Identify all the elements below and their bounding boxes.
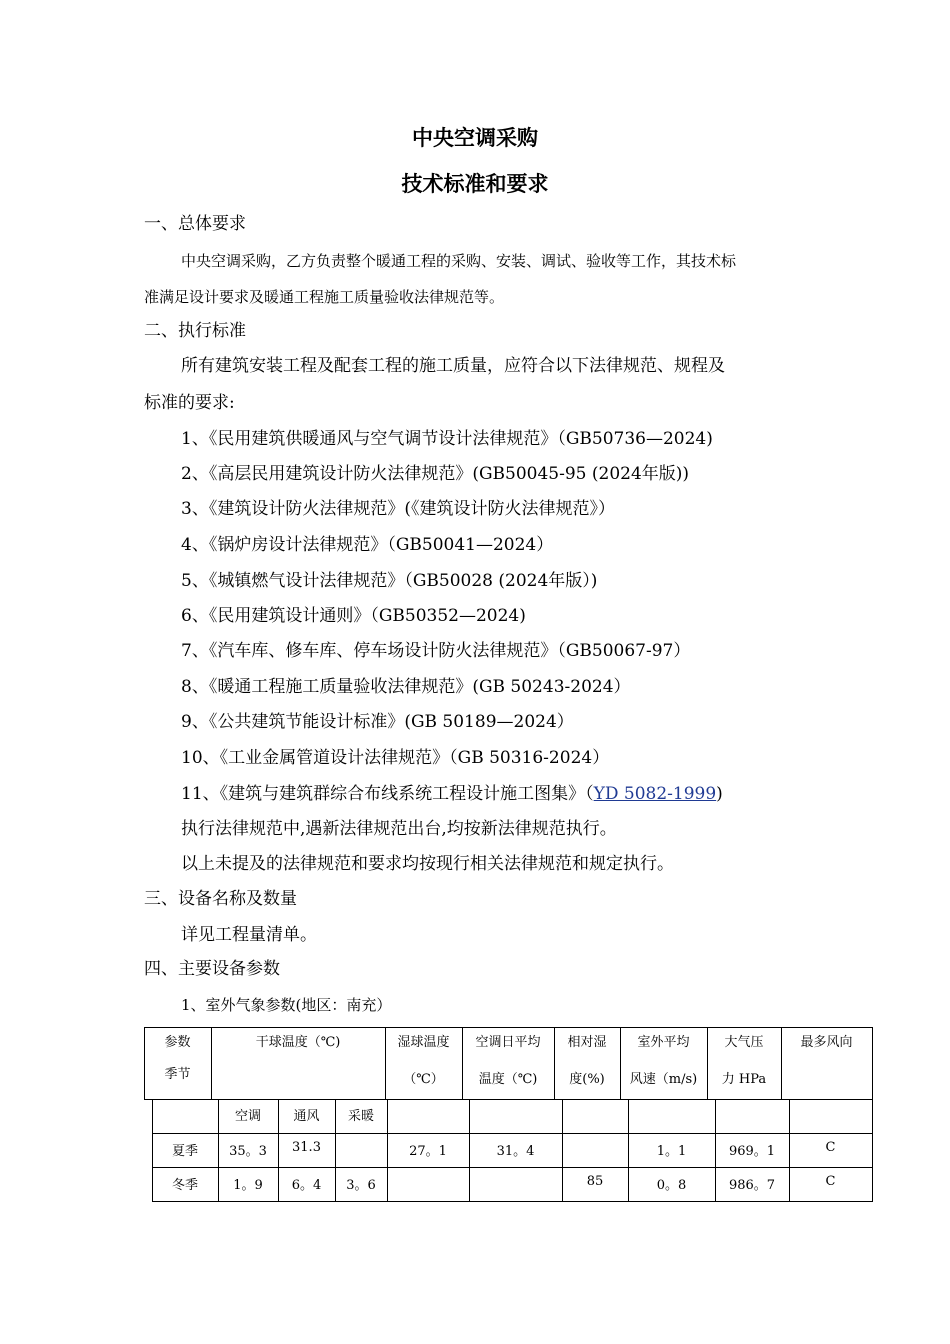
paragraph-line: 详见工程量清单。 bbox=[181, 925, 317, 945]
header-season: 季节 bbox=[164, 1067, 191, 1082]
subsection-heading: 1、室外气象参数(地区：南充） bbox=[181, 996, 392, 1014]
header-wind-speed: 风速（m/s) bbox=[629, 1072, 698, 1087]
section-heading-1: 一、总体要求 bbox=[144, 214, 246, 234]
standard-item: 8、《暖通工程施工质量验收法律规范》(GB 50243-2024） bbox=[181, 677, 631, 697]
header-humidity: 度(%) bbox=[569, 1072, 605, 1087]
header-pressure: 力 HPa bbox=[721, 1072, 767, 1087]
standard-item: 3、《建筑设计防火法律规范》(《建筑设计防火法律规范》） bbox=[181, 499, 615, 519]
table-cell: 85 bbox=[586, 1174, 604, 1189]
table-cell: 986。7 bbox=[728, 1178, 776, 1193]
standard-item: 6、《民用建筑设计通则》（GB50352—2024) bbox=[181, 606, 526, 626]
table-cell: C bbox=[825, 1174, 836, 1189]
table-cell: C bbox=[825, 1140, 836, 1155]
table-border bbox=[872, 1027, 873, 1201]
table-border bbox=[144, 1027, 873, 1028]
standard-item: 9、《公共建筑节能设计标准》(GB 50189—2024） bbox=[181, 712, 574, 732]
standard-link[interactable]: YD 5082-1999 bbox=[593, 784, 717, 804]
standard-item-text: ) bbox=[716, 784, 723, 804]
subheader-vent: 通风 bbox=[293, 1109, 320, 1124]
section-heading-2: 二、执行标准 bbox=[144, 321, 246, 341]
paragraph-line: 以上未提及的法律规范和要求均按现行相关法律规范和规定执行。 bbox=[181, 854, 674, 874]
table-border bbox=[152, 1133, 873, 1134]
header-pressure: 大气压 bbox=[724, 1035, 764, 1050]
table-cell: 1。1 bbox=[656, 1144, 687, 1159]
table-cell: 0。8 bbox=[656, 1178, 687, 1193]
document-subtitle: 技术标准和要求 bbox=[401, 172, 549, 196]
standard-item: 2、《高层民用建筑设计防火法律规范》(GB50045-95 (2024年版)) bbox=[181, 464, 690, 484]
header-param: 参数 bbox=[164, 1035, 191, 1050]
standard-item: 1、《民用建筑供暖通风与空气调节设计法律规范》（GB50736—2024) bbox=[181, 429, 713, 449]
header-avg-temp: 空调日平均 bbox=[475, 1035, 541, 1050]
subheader-ac: 空调 bbox=[234, 1109, 261, 1124]
header-wind-speed: 室外平均 bbox=[637, 1035, 690, 1050]
table-cell-season: 冬季 bbox=[171, 1178, 198, 1193]
table-cell: 31.3 bbox=[292, 1140, 321, 1155]
header-humidity: 相对湿 bbox=[567, 1035, 607, 1050]
header-avg-temp: 温度（℃) bbox=[478, 1072, 538, 1087]
paragraph-line: 准满足设计要求及暖通工程施工质量验收法律规范等。 bbox=[144, 288, 505, 306]
table-cell: 6。4 bbox=[291, 1178, 322, 1193]
header-wind-direction: 最多风向 bbox=[800, 1035, 853, 1050]
subheader-heat: 采暖 bbox=[347, 1109, 374, 1124]
standard-item bbox=[181, 783, 723, 805]
table-cell-season: 夏季 bbox=[171, 1144, 198, 1159]
paragraph-line: 所有建筑安装工程及配套工程的施工质量，应符合以下法律规范、规程及 bbox=[181, 356, 725, 376]
table-cell: 969。1 bbox=[728, 1144, 776, 1159]
table-cell: 3。6 bbox=[346, 1178, 376, 1193]
standard-item: 5、《城镇燃气设计法律规范》（GB50028 (2024年版）) bbox=[181, 571, 598, 591]
table-border bbox=[144, 1099, 873, 1100]
standard-item: 7、《汽车库、修车库、停车场设计防火法律规范》（GB50067-97） bbox=[181, 641, 691, 661]
standard-item-text: 11、《建筑与建筑群综合布线系统工程设计施工图集》（ bbox=[181, 784, 594, 804]
table-cell: 27。1 bbox=[409, 1144, 447, 1159]
header-wetbulb: 湿球温度 bbox=[397, 1035, 450, 1050]
paragraph-line: 执行法律规范中,遇新法律规范出台,均按新法律规范执行。 bbox=[181, 819, 617, 839]
standard-item: 10、《工业金属管道设计法律规范》（GB 50316-2024） bbox=[181, 748, 610, 768]
table-border bbox=[152, 1167, 873, 1168]
section-heading-4: 四、主要设备参数 bbox=[144, 959, 280, 979]
document-title: 中央空调采购 bbox=[412, 126, 538, 150]
paragraph-line: 标准的要求: bbox=[144, 393, 235, 413]
table-cell: 31。4 bbox=[496, 1144, 535, 1159]
standard-item: 4、《锅炉房设计法律规范》（GB50041—2024） bbox=[181, 535, 554, 555]
table-cell: 1。9 bbox=[233, 1178, 263, 1193]
section-heading-3: 三、设备名称及数量 bbox=[144, 889, 297, 909]
table-border bbox=[152, 1201, 873, 1202]
table-cell: 35。3 bbox=[229, 1144, 267, 1159]
header-wetbulb: （℃） bbox=[403, 1072, 444, 1087]
header-drybulb: 干球温度（℃) bbox=[255, 1035, 341, 1050]
paragraph-line: 中央空调采购，乙方负责整个暖通工程的采购、安装、调试、验收等工作，其技术标 bbox=[181, 252, 737, 270]
